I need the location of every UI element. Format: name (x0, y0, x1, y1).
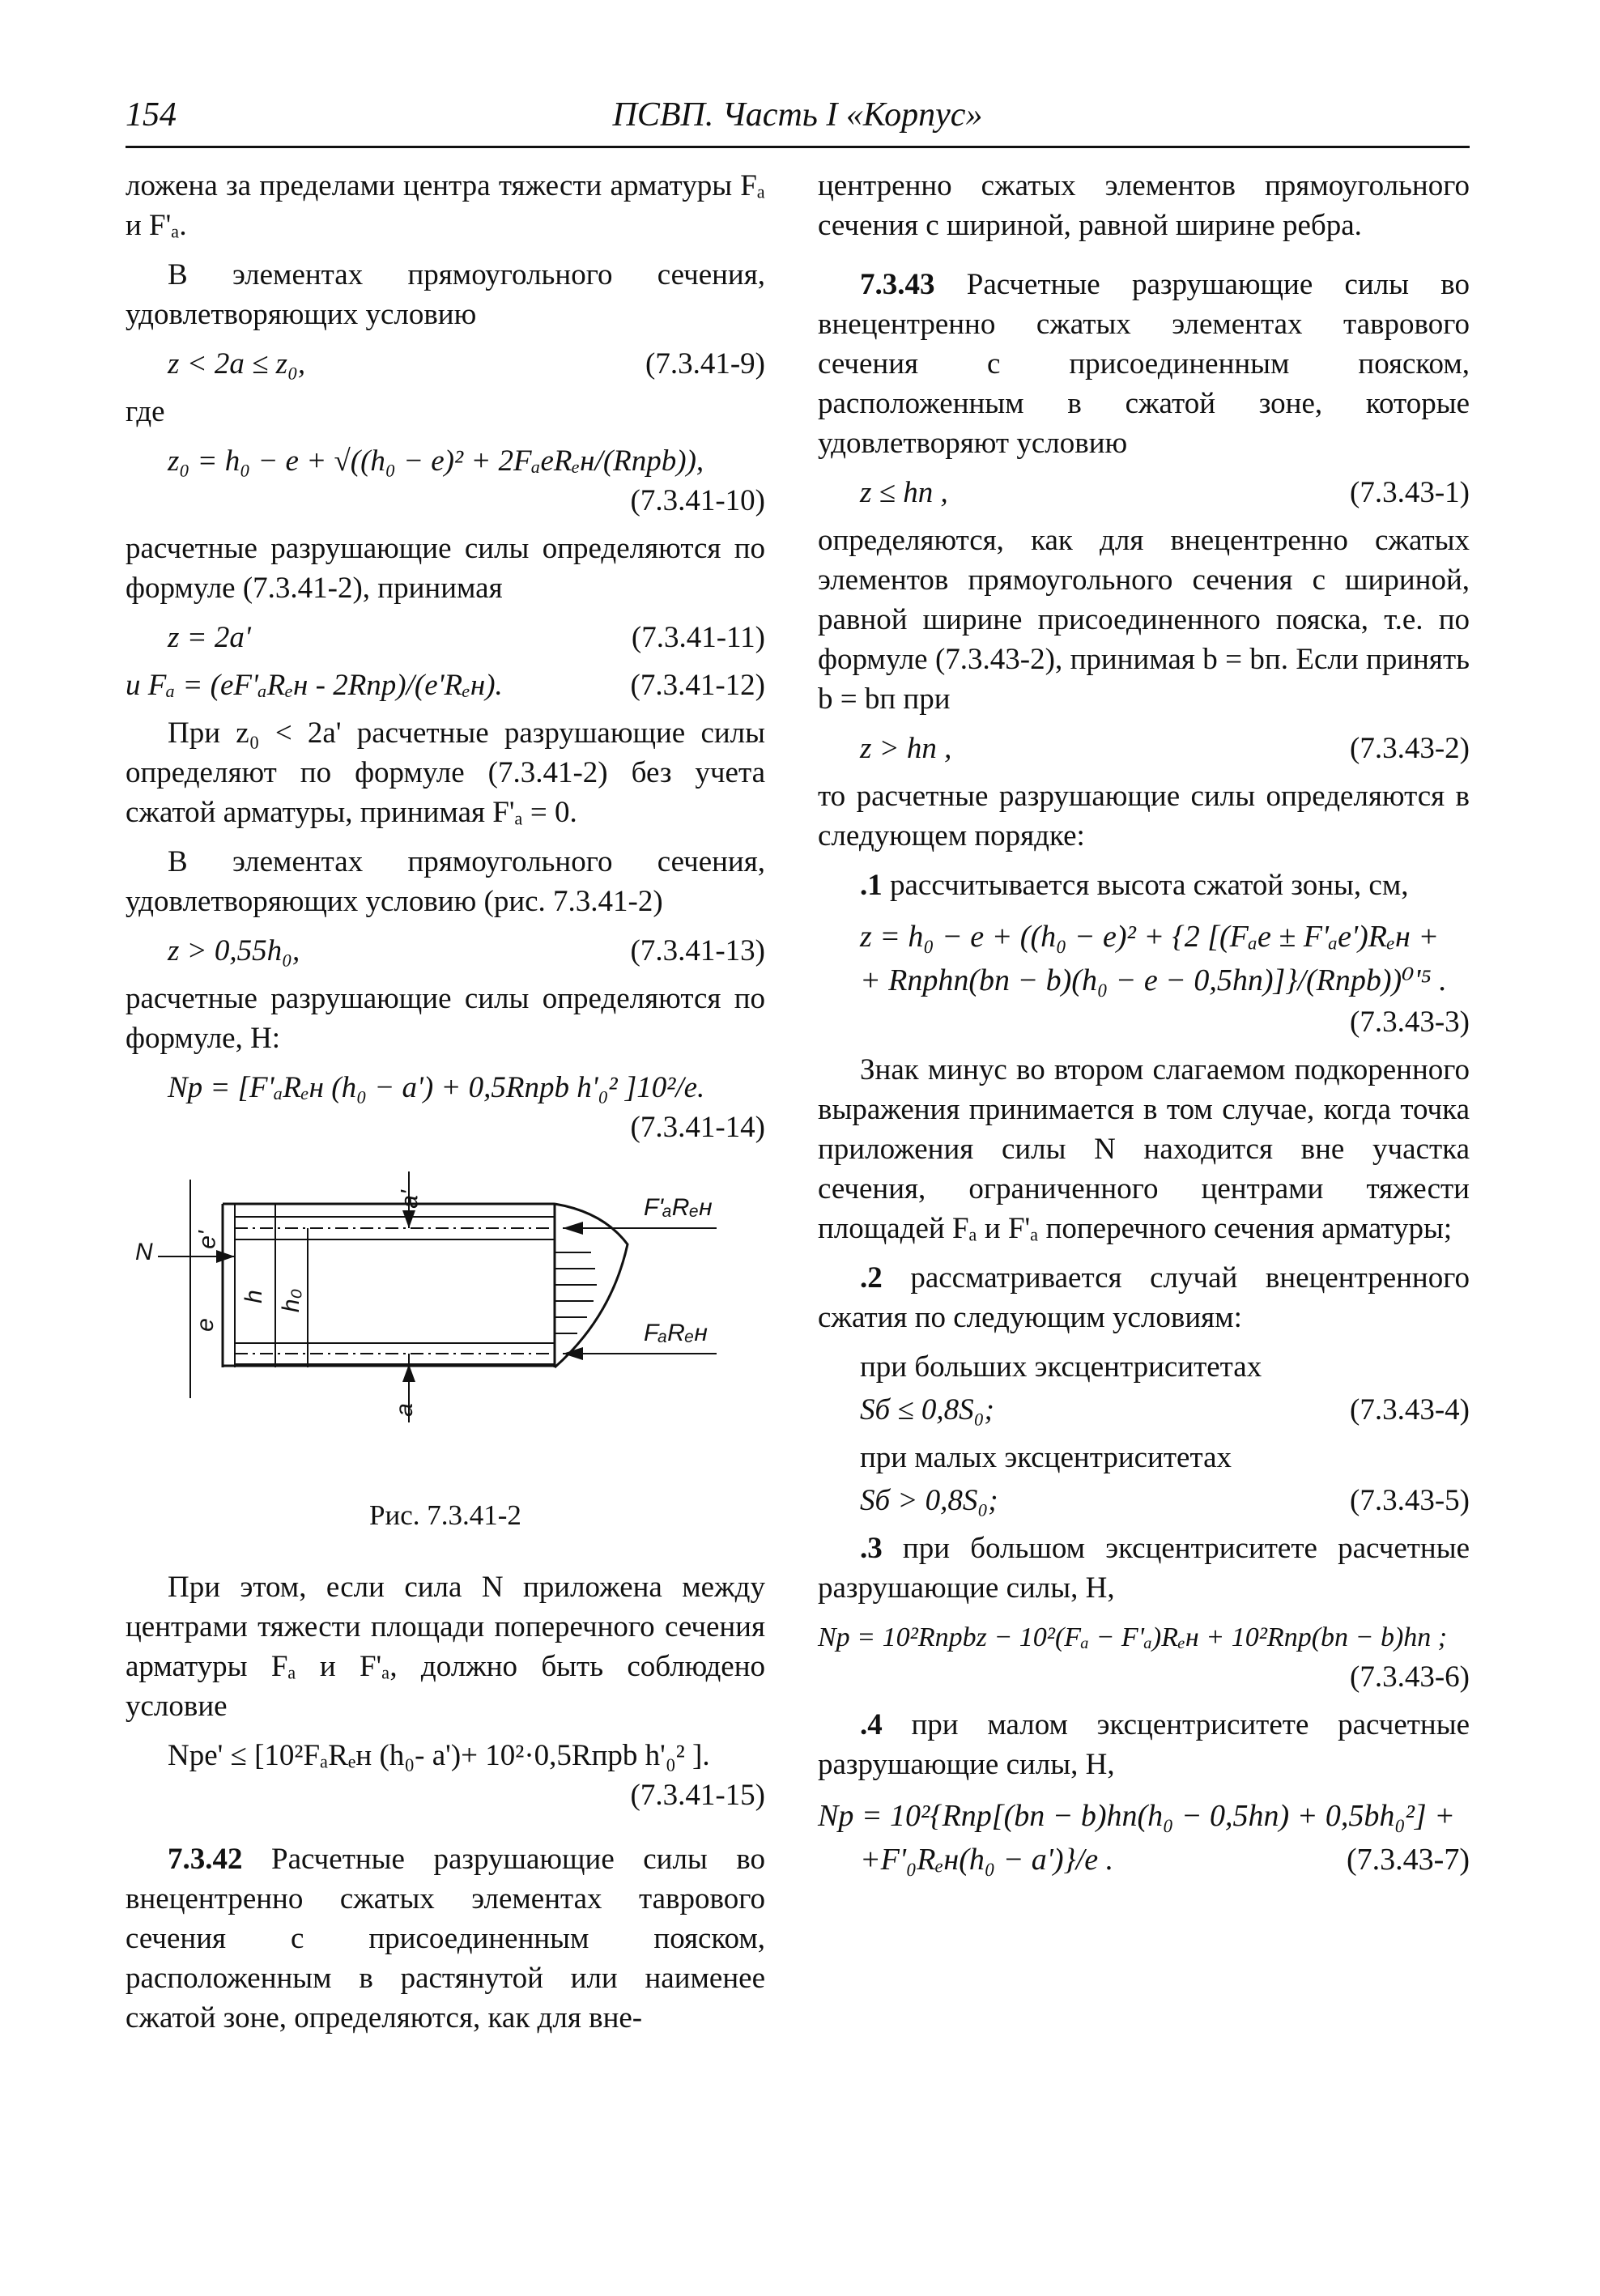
formula-expression: Sб ≤ 0,8S₀; (860, 1393, 994, 1426)
formula-number: (7.3.41-11) (631, 621, 765, 654)
formula-7-3-43-4 (818, 1390, 1470, 1430)
paragraph: где (126, 395, 165, 428)
formula-7-3-43-2 (818, 729, 1470, 768)
paragraph: ложена за пределами центра тяжести арматуры Fₐ и F'ₐ. (126, 169, 765, 242)
formula-7-3-41-15 (126, 1736, 765, 1775)
formula-7-3-41-12 (126, 665, 765, 705)
formula-expression: +F'₀Rₑн(h₀ − a')}/e . (860, 1843, 1114, 1877)
label-h0: h₀ (278, 1288, 305, 1313)
formula-number: (7.3.43-5) (1350, 1484, 1470, 1517)
running-title: ПСВП. Часть I «Корпус» (612, 96, 983, 134)
formula-number: (7.3.43-6) (1350, 1660, 1470, 1694)
label-a: a (390, 1403, 418, 1417)
list-item (818, 1705, 1470, 1784)
formula-expression: Nр = 10²{Rпр[(bп − b)hп(h₀ − 0,5hп) + 0,5bh₀²] + (818, 1799, 1455, 1833)
formula-expression: z = 2a' (168, 621, 251, 654)
label-top-force: F'ₐRₑн (644, 1194, 713, 1221)
formula-expression: z = h₀ − e + ((h₀ − e)² + {2 [(Fₐe ± F'ₐe')Rₑн + (860, 920, 1439, 954)
formula-expression: Nр = 10²Rпрbz − 10²(Fₐ − F'ₐ)Rₑн + 10²Rпр(bп − b)hп ; (818, 1622, 1448, 1652)
formula-7-3-41-13 (126, 931, 765, 971)
section-7-3-43 (818, 265, 1470, 463)
paragraph: При z₀ < 2a' расчетные разрушающие силы определяют по формуле (7.3.41-2) без учета сжатой арматуры, принимая F'ₐ = 0. (126, 716, 765, 829)
page-number: 154 (126, 96, 177, 134)
formula-number: (7.3.41-13) (630, 934, 765, 967)
label-h: h (240, 1290, 267, 1303)
section-text: Расчетные разрушающие силы во внецентренно сжатых элементах таврового сечения с присоединенным пояском, расположенным в сжатой зоне, которые удовлетворяют условию (818, 268, 1470, 460)
formula-7-3-43-3-line1 (818, 915, 1470, 959)
label-a-prime: a' (396, 1190, 423, 1209)
formula-expression: и Fₐ = (eF'ₐRₑн - 2Rпр)/(e'Rₑн). (126, 669, 503, 702)
paragraph: В элементах прямоугольного сечения, удовлетворяющих условию (рис. 7.3.41-2) (126, 845, 765, 918)
formula-expression: Sб > 0,8S₀; (860, 1484, 998, 1517)
formula-number: (7.3.43-3) (1350, 1006, 1470, 1039)
item-text: рассматривается случай внецентренного сжатия по следующим условиям: (818, 1261, 1470, 1334)
arrow-n (216, 1250, 235, 1263)
paragraph: то расчетные разрушающие силы определяются в следующем порядке: (818, 780, 1470, 852)
formula-expression: Nрe' ≤ [10²FₐRₑн (h₀- a')+ 10²·0,5Rпрb h'₀² ]. (168, 1739, 710, 1772)
left-column (126, 166, 765, 2047)
page-header (126, 96, 1470, 148)
arrow-a-prime (402, 1210, 415, 1228)
right-column (818, 166, 1470, 1890)
formula-7-3-41-9 (126, 344, 765, 384)
label-e: e (191, 1318, 219, 1332)
paragraph: определяются, как для внецентренно сжатых элементов прямоугольного сечения с шириной, равной ширине присоединенного пояска, т.е. по формуле (7.3.43-2), принимая b = bп. Если принять b = bп при (818, 524, 1470, 716)
formula-7-3-43-3-line2 (818, 959, 1470, 1002)
formula-number: (7.3.43-2) (1350, 732, 1470, 765)
paragraph: Знак минус во втором слагаемом подкоренного выражения принимается в том случае, когда точка приложения силы N находится вне участка сечения, ограниченного центрами тяжести площадей Fₐ и F'ₐ поперечного сечения арматуры; (818, 1053, 1470, 1245)
paragraph: расчетные разрушающие силы определяются по формуле, Н: (126, 982, 765, 1055)
formula-expression: z ≤ hп , (860, 476, 948, 509)
item-text: рассчитывается высота сжатой зоны, см, (882, 869, 1409, 902)
item-number: .1 (860, 869, 883, 902)
section-7-3-42 (126, 1839, 765, 2038)
list-item (818, 1258, 1470, 1337)
formula-number: (7.3.41-9) (645, 347, 765, 381)
formula-7-3-43-7-line1 (818, 1794, 1470, 1838)
formula-7-3-43-7-line2 (818, 1838, 1470, 1881)
formula-7-3-43-6 (818, 1618, 1470, 1657)
item-number: .2 (860, 1261, 883, 1295)
arrow-top-force (563, 1222, 583, 1235)
formula-7-3-43-1 (818, 473, 1470, 512)
section-number: 7.3.42 (168, 1843, 243, 1876)
formula-number: (7.3.43-7) (1347, 1843, 1470, 1877)
formula-number: (7.3.43-1) (1350, 476, 1470, 509)
item-number: .4 (860, 1708, 883, 1741)
formula-7-3-41-10 (126, 441, 765, 481)
paragraph: центренно сжатых элементов прямоугольного сечения с шириной, равной ширине ребра. (818, 169, 1470, 242)
paragraph: при больших эксцентриситетах (860, 1350, 1262, 1384)
item-text: при большом эксцентриситете расчетные разрушающие силы, Н, (818, 1532, 1470, 1605)
section-number: 7.3.43 (860, 268, 935, 301)
formula-number: (7.3.41-14) (630, 1111, 765, 1144)
paragraph: При этом, если сила N приложена между центрами тяжести площади поперечного сечения арматуры Fₐ и F'ₐ, должно быть соблюдено условие (126, 1571, 765, 1723)
formula-number: (7.3.43-4) (1350, 1393, 1470, 1426)
label-n: N (135, 1239, 153, 1265)
formula-expression: z > hп , (860, 732, 952, 765)
formula-expression: z > 0,55h₀, (168, 934, 300, 967)
formula-number: (7.3.41-12) (630, 669, 765, 702)
formula-expression: Nр = [F'ₐRₑн (h₀ − a') + 0,5Rпрb h'₀² ]10²/e. (168, 1071, 705, 1104)
formula-number: (7.3.41-15) (630, 1779, 765, 1812)
item-number: .3 (860, 1532, 883, 1565)
paragraph: расчетные разрушающие силы определяются по формуле (7.3.41-2), принимая (126, 532, 765, 605)
item-text: при малом эксцентриситете расчетные разрушающие силы, Н, (818, 1708, 1470, 1781)
list-item (818, 865, 1470, 905)
label-e-prime: e' (194, 1231, 221, 1249)
formula-number: (7.3.41-10) (630, 484, 765, 517)
formula-expression: z₀ = h₀ − e + √((h₀ − e)² + 2FₐeRₑн/(Rпрb)), (168, 444, 704, 478)
section-text: Расчетные разрушающие силы во внецентренно сжатых элементах таврового сечения с присоединенным пояском, расположенным в растянутой или наименее сжатой зоне, определяются, как для вне- (126, 1843, 765, 2035)
paragraph: В элементах прямоугольного сечения, удовлетворяющих условию (126, 258, 765, 331)
label-bottom-force: FₐRₑн (644, 1320, 708, 1346)
formula-7-3-41-14 (126, 1068, 765, 1108)
figure-caption: Рис. 7.3.41-2 (369, 1499, 521, 1531)
paragraph: при малых эксцентриситетах (860, 1441, 1232, 1474)
formula-expression: z < 2a ≤ z₀, (168, 347, 306, 381)
figure-7-3-41-2 (126, 1155, 765, 1479)
formula-expression: + Rпрhп(bп − b)(h₀ − e − 0,5hп)]}/(Rпрb))⁰'⁵ . (860, 963, 1447, 997)
list-item (818, 1529, 1470, 1608)
formula-7-3-43-5 (818, 1481, 1470, 1520)
formula-7-3-41-11 (126, 618, 765, 657)
